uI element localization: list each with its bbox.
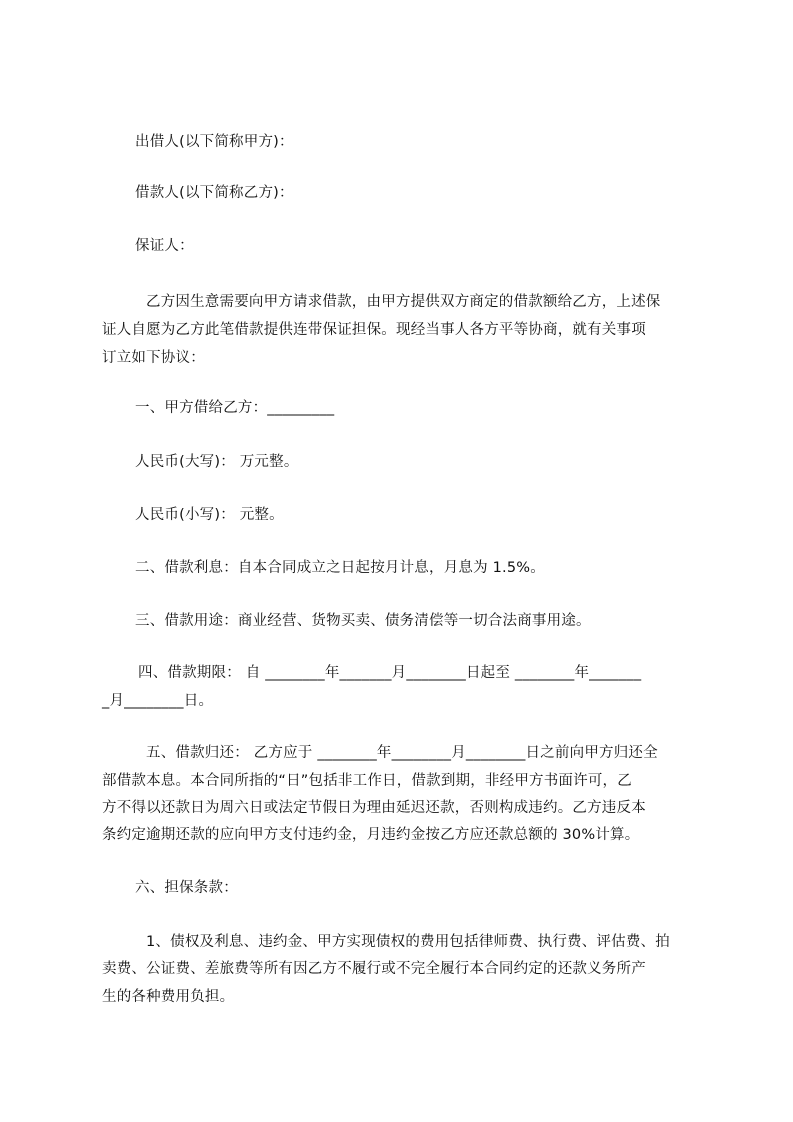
guarantor-label: 保证人：	[135, 238, 194, 254]
clause-6-item-1-line-2: 卖费、公证费、差旅费等所有因乙方不履行或不完全履行本合同约定的还款义务所产	[102, 961, 646, 977]
clause-1-amount: 一、甲方借给乙方：_________	[135, 400, 335, 416]
clause-4-term-line-1: 四、借款期限： 自 ________年_______月________日起至 ________年_______	[138, 665, 642, 681]
clause-5-repayment-line-1: 五、借款归还： 乙方应于 ________年________月________日之前向甲方归还全	[146, 745, 658, 761]
borrower-label: 借款人(以下简称乙方)：	[135, 185, 294, 201]
clause-5-repayment-line-4: 条约定逾期还款的应向甲方支付违约金，月违约金按乙方应还款总额的 30%计算。	[102, 827, 640, 843]
clause-5-repayment-line-3: 方不得以还款日为周六日或法定节假日为理由延迟还款，否则构成违约。乙方违反本	[102, 800, 646, 816]
lender-label: 出借人(以下简称甲方)：	[135, 134, 294, 150]
preamble-line-3: 订立如下协议：	[102, 350, 205, 366]
clause-5-repayment-line-2: 部借款本息。本合同所指的“日”包括非工作日，借款到期，非经甲方书面许可，乙	[102, 773, 632, 789]
clause-6-heading: 六、担保条款：	[135, 880, 238, 896]
preamble-line-1: 乙方因生意需要向甲方请求借款，由甲方提供双方商定的借款额给乙方，上述保	[146, 294, 661, 310]
clause-6-item-1-line-3: 生的各种费用负担。	[102, 989, 235, 1005]
clause-3-purpose: 三、借款用途：商业经营、货物买卖、债务清偿等一切合法商事用途。	[135, 613, 591, 629]
clause-2-interest: 二、借款利息：自本合同成立之日起按月计息，月息为 1.5%。	[135, 560, 545, 576]
clause-6-item-1-line-1: 1、债权及利息、违约金、甲方实现债权的费用包括律师费、执行费、评估费、拍	[146, 934, 670, 950]
rmb-uppercase: 人民币(大写)： 万元整。	[135, 454, 299, 470]
preamble-line-2: 证人自愿为乙方此笔借款提供连带保证担保。现经当事人各方平等协商，就有关事项	[102, 322, 646, 338]
rmb-lowercase: 人民币(小写)： 元整。	[135, 507, 284, 523]
clause-4-term-line-2: _月________日。	[102, 693, 214, 709]
